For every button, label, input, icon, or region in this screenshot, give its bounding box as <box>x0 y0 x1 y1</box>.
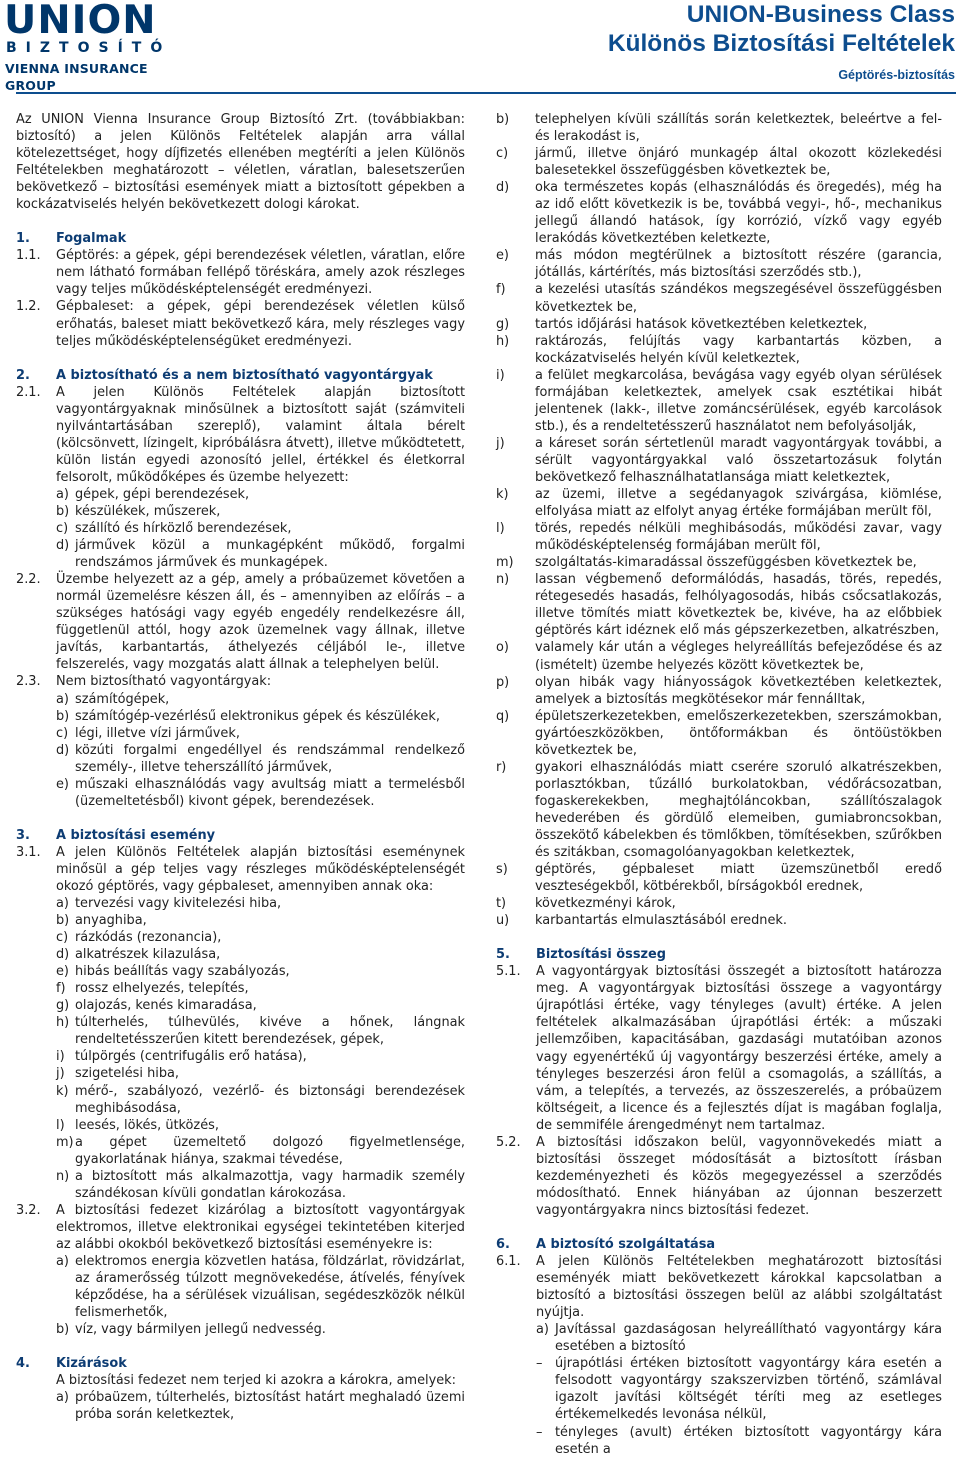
list-marker: g) <box>56 998 70 1014</box>
clause-number: 1.2. <box>16 299 41 315</box>
list-text: hibás beállítás vagy szabályozás, <box>75 964 290 980</box>
list-item <box>496 367 942 435</box>
clause-3-2 <box>16 1202 465 1253</box>
list-marker: d) <box>56 947 70 963</box>
clause-text: A biztosítási időszakon belül, vagyonnövekedés miatt a biztosítási összeget módosítását a biztosított írásban kezdeményezheti és közös megegyezéssel a szerződés módosítható. Ennek hiányában az újonnan beszerzett vagyontárgyakra nincs biztosítási fedezet. <box>536 1134 942 1218</box>
list-text: gyakori elhasználódás miatt cserére szoruló alkatrészekben, porlasztókban, tűzálló burkolatokban, védőrácsozatban, fogaskerekekben, meghajtóláncokban, szállítószalagok hevederében és gördülő elemeiben, gumiabroncsokban, összekötő kábelekben és tömlőkben, tömítésekben, szűrőkben és szitákban, csomagolóanyagokban keletkeztek, <box>535 759 942 861</box>
list-item <box>56 537 465 571</box>
list-marker: d) <box>56 538 70 554</box>
list-text: elektromos energia közvetlen hatása, földzárlat, rövidzárlat, az áramerősség túlzott megnövekedése, átívelés, fényívek képződése, ha a sérülések vizuálisan, segédeszközök nélkül felismerhetők, <box>75 1254 465 1321</box>
insurance-type: Géptörés-biztosítás <box>838 68 955 82</box>
clause-text: A jelen Különös Feltételek alapján biztosított vagyontárgyaknak minősülnek a biztosított saját (számviteli nyilvántartásában szereplő), valamint általa bérelt (kölcsönvett, lízingelt, kipróbálásra átvett), illetve működtetett, külön listán egyedi azonosító jellel, értékkel és életkorral felsorolt, működőképes és üzembe helyezett: <box>56 384 465 485</box>
list-text: olyan hibák vagy hiányosságok következtében keletkeztek, amelyek a biztosítás megkötésekor már fennálltak, <box>535 674 942 707</box>
list-marker: k) <box>56 1083 69 1099</box>
clause-text: A biztosítható és a nem biztosítható vagyontárgyak <box>56 367 433 383</box>
list-item <box>496 486 942 520</box>
list-text: számítógépek, <box>75 691 170 707</box>
list-text: az üzemi, illetve a segédanyagok szivárgása, kiömlése, elfolyása miatt az elfolyt anyag értéke formájában merült föl, <box>535 487 942 520</box>
list-text: karbantartás elmulasztásából erednek. <box>535 913 787 929</box>
list-item <box>496 708 942 759</box>
list-marker: f) <box>496 282 506 298</box>
list-text: leesés, lökés, ütközés, <box>75 1117 219 1133</box>
list-marker: a) <box>56 691 69 707</box>
list-text: járművek közül a munkagépként működő, forgalmi rendszámos járművek és munkagépek. <box>75 538 465 571</box>
clause-text: Biztosítási összeg <box>536 947 666 963</box>
clause-number: 2.1. <box>16 384 41 400</box>
list-text: számítógép-vezérlésű elektronikus gépek és készülékek, <box>75 708 440 724</box>
clause-2-2 <box>16 571 465 673</box>
list-text: oka természetes kopás (elhasználódás és öregedés), még ha az idő előtt következik is be, továbbá vegyi-, hő-, mechanikus jellegű állandó hatások, így korrózió, vízkő vagy egyéb lerakódás következtében keletkezte, <box>535 180 942 247</box>
clause-3-1-list <box>16 895 465 1202</box>
list-item <box>536 1355 942 1423</box>
list-item <box>496 639 942 673</box>
list-item <box>496 759 942 861</box>
list-text: szállító és hírközlő berendezések, <box>75 521 292 537</box>
list-item <box>56 1134 465 1168</box>
list-item <box>56 1065 465 1082</box>
clause-number: 1. <box>16 231 30 247</box>
list-marker: b) <box>56 913 70 929</box>
list-item <box>56 895 465 912</box>
clause-number: 6. <box>496 1237 510 1252</box>
list-text: telephelyen kívüli szállítás során keletkeztek, beleértve a fel- és lerakodást is, <box>535 112 942 145</box>
list-marker: m) <box>496 555 514 571</box>
list-marker: t) <box>496 896 507 912</box>
list-marker: u) <box>496 913 510 929</box>
section-3-heading <box>16 827 465 844</box>
list-item <box>56 912 465 929</box>
list-item <box>536 1424 942 1458</box>
list-marker: c) <box>496 146 509 162</box>
list-text: anyaghiba, <box>75 913 147 929</box>
list-text: más módon megtérülnek a biztosított részére (garancia, jótállás, kártérítés, más biztosítási szerződés stb.), <box>535 248 942 281</box>
list-text: alkatrészek kilazulása, <box>75 947 221 963</box>
list-text: valamely kár után a végleges helyreállítás befejeződése és az (ismételt) üzembe helyezés között következtek be, <box>535 640 942 673</box>
list-marker: j) <box>56 1066 65 1082</box>
list-item <box>56 1168 465 1202</box>
clause-text: Üzembe helyezett az a gép, amely a próbaüzemet követően a normál üzemelésre készen áll, és – amennyiben az előírás – a szükséges hatósági vagy egyéb engedély rendelkezésre áll, függetlenül attól, hogy azok üzemelnek vagy állnak, illetve javítás, karbantartás, áthelyezés céljából le-, illetve felszerelés, vagy mozgatás alatt állnak a telephelyen belül. <box>56 572 465 673</box>
clause-number: 2. <box>16 367 30 383</box>
clause-text: A biztosítási fedezet nem terjed ki azokra a károkra, amelyek: <box>56 1373 456 1389</box>
list-marker: h) <box>56 1015 70 1031</box>
clause-text: Kizárások <box>56 1356 127 1372</box>
list-item <box>56 1253 465 1321</box>
list-item <box>496 571 942 639</box>
list-item <box>496 895 942 912</box>
list-item <box>56 486 465 503</box>
clause-text: A jelen Különös Feltételek alapján biztosítási eseménynek minősül a gép teljes vagy részleges működésképtelenségét okozó géptörés, vagy gépbaleset, amennyiben annak oka: <box>56 844 465 894</box>
section-2-heading <box>16 367 465 384</box>
list-text: túlterhelés, túlhevülés, kivéve a hőnek, lángnak rendeltetésszerűen kitett berendezések, gépek, <box>75 1015 465 1048</box>
list-marker: a) <box>56 1390 69 1406</box>
list-marker: b) <box>496 112 510 127</box>
list-text: szigetelési hiba, <box>75 1066 179 1082</box>
list-item <box>56 1048 465 1065</box>
list-text: rázkódás (rezonancia), <box>75 930 222 946</box>
logo-group-name: VIENNA INSURANCE GROUP <box>5 61 148 93</box>
clause-text: A biztosító szolgáltatása <box>536 1237 716 1252</box>
clause-text: Fogalmak <box>56 231 127 247</box>
list-marker: f) <box>56 981 66 997</box>
list-item <box>56 520 465 537</box>
list-text: légi, illetve vízi járművek, <box>75 725 240 741</box>
list-item <box>496 179 942 247</box>
list-item <box>496 281 942 315</box>
list-item <box>56 742 465 776</box>
list-item <box>56 1083 465 1117</box>
list-text: a gépet üzemeltető dolgozó figyelmetlensége, gyakorlatának hiánya, szakmai tévedése, <box>75 1134 465 1167</box>
product-title: UNION-Business Class <box>686 1 955 28</box>
clause-1-2 <box>16 298 465 349</box>
list-text: Javítással gazdaságosan helyreállítható vagyontárgy kára esetében a biztosító <box>555 1322 942 1355</box>
list-item <box>56 725 465 742</box>
list-marker: o) <box>496 640 509 656</box>
list-text: épületszerkezetekben, emelőszerkezetekben, szerszámokban, gyártóeszközökben, öntőformákban és öntöüstökben következtek be, <box>535 708 942 758</box>
list-text: tartós időjárási hatások következtében keletkeztek, <box>535 316 868 332</box>
list-item <box>56 997 465 1014</box>
list-marker: e) <box>56 776 69 792</box>
list-item <box>56 980 465 997</box>
list-marker: i) <box>496 367 505 383</box>
list-marker: m) <box>56 1134 74 1150</box>
list-text: a biztosított más alkalmazottja, vagy harmadik személy szándékosan kívüli gondatlan károkozása. <box>75 1168 465 1201</box>
section-5-heading <box>496 946 942 963</box>
section-4-heading <box>16 1355 465 1372</box>
list-marker: – <box>536 1424 543 1440</box>
clause-1-1 <box>16 247 465 298</box>
list-marker: d) <box>56 742 70 758</box>
list-marker: a) <box>56 486 69 502</box>
list-text: műszaki elhasználódás vagy avultság miatt a termelésből (üzemeltetésből) kivont gépek, berendezések. <box>75 776 465 809</box>
clause-text: A jelen Különös Feltételekben meghatározott biztosítási eseményék miatt bekövetkezett károkkal kapcsolatban a biztosító a biztosítási összegen belül az alábbi szolgáltatást nyújtja. <box>536 1254 942 1321</box>
clause-4-list <box>16 1389 465 1423</box>
list-text: a felület megkarcolása, bevágása vagy egyéb olyan sérülések formájában keletkeztek, amelyek csak esztétikai hibát jelentenek (lakk-, illetve zománcsérülések, egyéb karcolások stb.), és a rendeltetésszerű használatot nem befolyásolják, <box>535 367 942 434</box>
clause-3-2-list <box>16 1253 465 1338</box>
clause-number: 1.1. <box>16 248 41 264</box>
list-text: raktározás, felújítás vagy karbantartás közben, a kockázatviselés helyén kívül keletkeztek, <box>535 333 942 366</box>
list-text: géptörés, gépbaleset miatt üzemszünetből eredő veszteségekből, kötbérekből, bírságokból erednek, <box>535 862 942 895</box>
left-column <box>16 111 465 1423</box>
list-item <box>496 912 942 929</box>
clause-number: 6.1. <box>496 1254 521 1270</box>
clause-text: Gépbaleset: a gépek, gépi berendezések véletlen külső erőhatás, baleset miatt bekövetkező kára, mely részleges vagy teljes működésképtelenségüket eredményezi. <box>56 299 465 349</box>
list-item <box>56 1117 465 1134</box>
section-6-heading <box>496 1236 942 1253</box>
clause-text: A vagyontárgyak biztosítási összegét a biztosított határozza meg. A vagyontárgyak biztosítási összege a vagyontárgy újrapótlási értéke, vagy tényleges (avult) értéke. A jelen feltételek alkalmazásában újrapótlási érték: a műszaki jellemzőiben, kapacitásában, gazdasági mutatóiban azonos vagy egyenértékű új vagyontárgy beszerzési értéke, amely a tényleges beszerzési áron felül a csomagolás, a szállítás, a vám, a telepítés, a tervezés, az összeszerelés, a próbaüzem költségeit, a licence és a fejlesztés díjat is magában foglalja, de semmiféle árengedményt nem tartalmaz. <box>536 964 942 1133</box>
list-text: víz, vagy bármilyen jellegű nedvesség. <box>75 1322 326 1338</box>
clause-2-1 <box>16 384 465 486</box>
list-marker: a) <box>536 1322 549 1338</box>
list-item <box>496 111 942 145</box>
list-item <box>56 929 465 946</box>
list-text: szolgáltatás-kimaradással összefüggésben következtek be, <box>535 555 917 571</box>
list-item <box>56 776 465 810</box>
clause-5-1 <box>496 963 942 1133</box>
union-logo <box>4 2 179 94</box>
list-marker: h) <box>496 333 510 349</box>
list-marker: b) <box>56 503 70 519</box>
list-item <box>496 435 942 486</box>
list-item <box>496 861 942 895</box>
clause-number: 4. <box>16 1356 30 1372</box>
list-text: tényleges (avult) értéken biztosított vagyontárgy kára esetén a <box>555 1424 942 1457</box>
list-item <box>56 691 465 708</box>
list-marker: g) <box>496 316 510 332</box>
list-text: következményi károk, <box>535 896 676 912</box>
list-marker: – <box>536 1356 543 1372</box>
clause-number: 2.3. <box>16 674 41 690</box>
list-item <box>496 145 942 179</box>
list-marker: j) <box>496 435 505 451</box>
list-item <box>56 1389 465 1423</box>
list-item <box>496 333 942 367</box>
section-1-heading <box>16 230 465 247</box>
list-item <box>496 247 942 281</box>
list-marker: p) <box>496 674 510 690</box>
list-text: próbaüzem, túlterhelés, biztosítást határt meghaladó üzemi próba során keletkeztek, <box>75 1390 465 1423</box>
list-marker: l) <box>496 521 505 537</box>
list-text: készülékek, műszerek, <box>75 503 221 519</box>
header-divider <box>16 92 956 94</box>
list-text: lassan végbemenő deformálódás, hasadás, törés, repedés, rétegesedés hasadás, felhólyagosodás, hibás csőcsatlakozás, illetve tömítés miatt következtek be, kivéve, ha az előbbiek géptörés kárt idéznek elő más gépszerkezetben, alkatrészben, <box>535 572 942 639</box>
right-column <box>496 111 942 1458</box>
clause-number: 3.1. <box>16 844 41 860</box>
list-marker: c) <box>56 930 69 946</box>
clause-5-2 <box>496 1134 942 1219</box>
list-item <box>56 503 465 520</box>
list-item <box>496 520 942 554</box>
list-marker: k) <box>496 487 509 503</box>
page-header <box>0 0 960 92</box>
clause-number: 5. <box>496 947 510 963</box>
conditions-title: Különös Biztosítási Feltételek <box>607 30 955 57</box>
clause-number: 3.2. <box>16 1202 41 1218</box>
list-text: rossz elhelyezés, telepítés, <box>75 981 249 997</box>
clause-text: A biztosítási fedezet kizárólag a biztosított vagyontárgyak elektromos, illetve elektronikai egységei tekintetében kiterjed az alábbi okokból bekövetkező biztosítási eseményekre is: <box>56 1202 465 1252</box>
clause-number: 5.1. <box>496 964 521 980</box>
list-item <box>56 946 465 963</box>
clause-4-list-continued <box>496 111 942 929</box>
list-text: törés, repedés nélküli meghibásodás, működési zavar, vagy működésképtelenség formájában merült föl, <box>535 521 942 554</box>
list-marker: n) <box>56 1168 70 1184</box>
clause-3-1 <box>16 844 465 895</box>
list-marker: a) <box>56 896 69 912</box>
list-marker: c) <box>56 725 69 741</box>
clause-4-intro <box>16 1372 465 1389</box>
list-item <box>56 708 465 725</box>
list-text: túlpörgés (centrifugális erő hatása), <box>75 1049 307 1065</box>
list-marker: e) <box>56 964 69 980</box>
list-text: mérő-, szabályozó, vezérlő- és biztonsági berendezések meghibásodása, <box>75 1083 465 1116</box>
list-text: tervezési vagy kivitelezési hiba, <box>75 896 282 912</box>
clause-2-3 <box>16 673 465 690</box>
list-marker: q) <box>496 708 510 724</box>
clause-text: Nem biztosítható vagyontárgyak: <box>56 674 272 690</box>
list-item <box>56 1321 465 1338</box>
clause-number: 3. <box>16 827 30 843</box>
clause-6-1 <box>496 1253 942 1321</box>
list-marker: e) <box>496 248 509 264</box>
list-item <box>536 1321 942 1355</box>
list-item <box>56 963 465 980</box>
list-text: a kezelési utasítás szándékos megszegésével összefüggésben következtek be, <box>535 282 942 315</box>
logo-subtitle: BIZTOSÍTÓ <box>6 40 172 56</box>
clause-text: A biztosítási esemény <box>56 827 216 843</box>
list-text: gépek, gépi berendezések, <box>75 486 250 502</box>
list-item <box>496 554 942 571</box>
list-marker: b) <box>56 1322 70 1338</box>
list-marker: b) <box>56 708 70 724</box>
clause-text: Géptörés: a gépek, gépi berendezések véletlen, váratlan, előre nem látható formában fellépő töréskára, amely azok részleges vagy teljes működésképtelenségét eredményezi. <box>56 248 465 298</box>
clause-number: 5.2. <box>496 1134 521 1150</box>
list-marker: a) <box>56 1254 69 1269</box>
list-item <box>496 674 942 708</box>
list-marker: c) <box>56 521 69 537</box>
logo-wordmark: UNION <box>4 0 157 43</box>
clause-2-3-list <box>16 691 465 810</box>
list-text: jármű, illetve önjáró munkagép által okozott közlekedési balesetekkel összefüggésben következtek be, <box>535 146 942 179</box>
list-marker: i) <box>56 1049 65 1065</box>
list-marker: s) <box>496 862 508 878</box>
list-text: közúti forgalmi engedéllyel és rendszámmal rendelkező személy-, illetve teherszállító járművek, <box>75 742 465 775</box>
document-titles <box>608 0 955 83</box>
list-marker: d) <box>496 180 510 196</box>
list-marker: r) <box>496 759 507 775</box>
list-item <box>496 316 942 333</box>
list-marker: l) <box>56 1117 65 1133</box>
list-text: a káreset során sértetlenül maradt vagyontárgyak további, a sérült vagyontárgyakkal való összetartozásuk folytán bekövetkező felhasználhatatlansága miatt keletkeztek, <box>535 435 942 485</box>
clause-number <box>16 1372 56 1389</box>
intro-paragraph: Az UNION Vienna Insurance Group Biztosító Zrt. (továbbiakban: biztosító) a jelen Különös Feltételek alapján arra vállal kötelezettséget, hogy díjfizetés ellenében megtéríti a jelen Különös Feltételekben meghatározott – véletlen, váratlan, balesetszerűen bekövetkező – biztosítási események miatt a biztosított gépekben a kockázatviselés helyén bekövetkezett dologi károkat. <box>16 112 465 213</box>
clause-number: 2.2. <box>16 572 41 588</box>
list-text: újrapótlási értéken biztosított vagyontárgy kára esetén a felsodott vagyontárgy szakszervizben történő, számlával igazolt javítási költségét téríti meg az esetleges értékemelkedés levonása nélkül, <box>555 1356 942 1423</box>
list-text: olajozás, kenés kimaradása, <box>75 998 257 1014</box>
clause-2-1-list <box>16 486 465 571</box>
list-marker: n) <box>496 572 510 588</box>
list-item <box>56 1014 465 1048</box>
clause-6-1-list <box>496 1321 942 1457</box>
